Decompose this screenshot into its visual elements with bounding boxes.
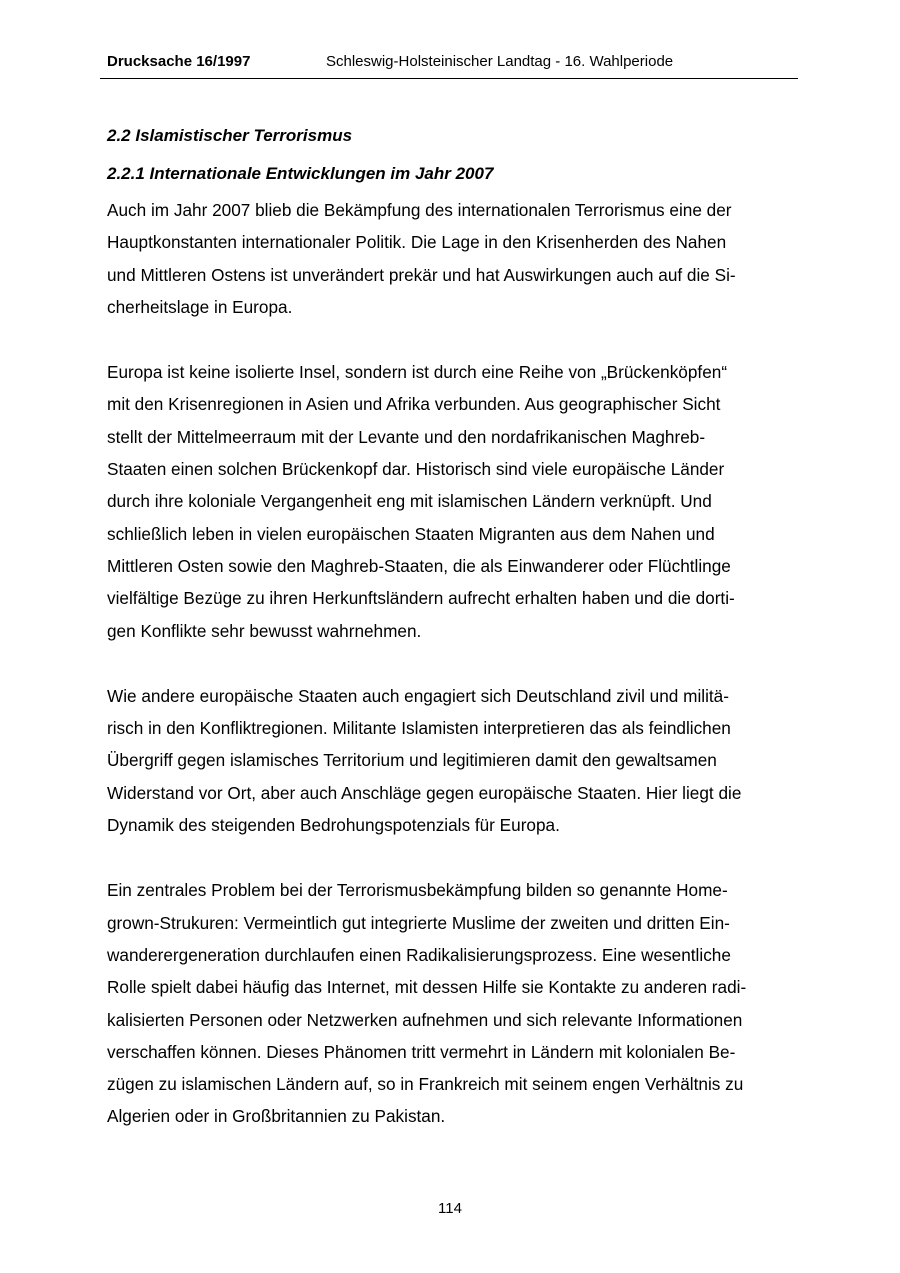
page-header: [100, 50, 798, 79]
paragraph: Auch im Jahr 2007 blieb die Bekämpfung des internationalen Terrorismus eine der Hauptkonstanten internationaler Politik. Die Lage in den Krisenherden des Nahen und Mittleren Ostens ist unverändert prekär und hat Auswirkungen auch auf die Si- cherheitslage in Europa.: [107, 200, 736, 317]
document-id: Drucksache 16/1997: [107, 53, 251, 70]
page-number: 114: [438, 1200, 462, 1217]
paragraph: Wie andere europäische Staaten auch engagiert sich Deutschland zivil und militä- risch in den Konfliktregionen. Militante Islamisten interpretieren das als feindlichen Übergriff gegen islamisches Territorium und legitimieren damit den gewaltsamen Widerstand vor Ort, aber auch Anschläge gegen europäische Staaten. Hier liegt die Dynamik des steigenden Bedrohungspotenzials für Europa.: [107, 685, 742, 836]
parliament-title: Schleswig-Holsteinischer Landtag - 16. Wahlperiode: [326, 53, 674, 70]
paragraph: Europa ist keine isolierte Insel, sondern ist durch eine Reihe von „Brückenköpfen“ mit den Krisenregionen in Asien und Afrika verbunden. Aus geographischer Sicht stellt der Mittelmeerraum mit der Levante und den nordafrikanischen Maghreb- Staaten einen solchen Brückenkopf dar. Historisch sind viele europäische Länder durch ihre koloniale Vergangenheit eng mit islamischen Ländern verknüpft. Und schließlich leben in vielen europäischen Staaten Migranten aus dem Nahen und Mittleren Osten sowie den Maghreb-Staaten, die als Einwanderer oder Flüchtlinge vielfältige Bezüge zu ihren Herkunftsländern aufrecht erhalten haben und die dorti- gen Konflikte sehr bewusst wahrnehmen.: [107, 362, 735, 641]
section-heading: 2.2 Islamistischer Terrorismus: [107, 126, 353, 145]
subsection-heading: 2.2.1 Internationale Entwicklungen im Jahr 2007: [107, 164, 494, 183]
document-body: [107, 126, 797, 1166]
paragraph: Ein zentrales Problem bei der Terrorismusbekämpfung bilden so genannte Home- grown-Strukuren: Vermeintlich gut integrierte Muslime der zweiten und dritten Ein- wanderergeneration durchlaufen einen Radikalisierungsprozess. Eine wesentliche Rolle spielt dabei häufig das Internet, mit dessen Hilfe sie Kontakte zu anderen radi- kalisierten Personen oder Netzwerken aufnehmen und sich relevante Informationen verschaffen können. Dieses Phänomen tritt vermehrt in Ländern mit kolonialen Be- zügen zu islamischen Ländern auf, so in Frankreich mit seinem engen Verhältnis zu Algerien oder in Großbritannien zu Pakistan.: [107, 880, 747, 1127]
paragraphs: [107, 194, 797, 1133]
